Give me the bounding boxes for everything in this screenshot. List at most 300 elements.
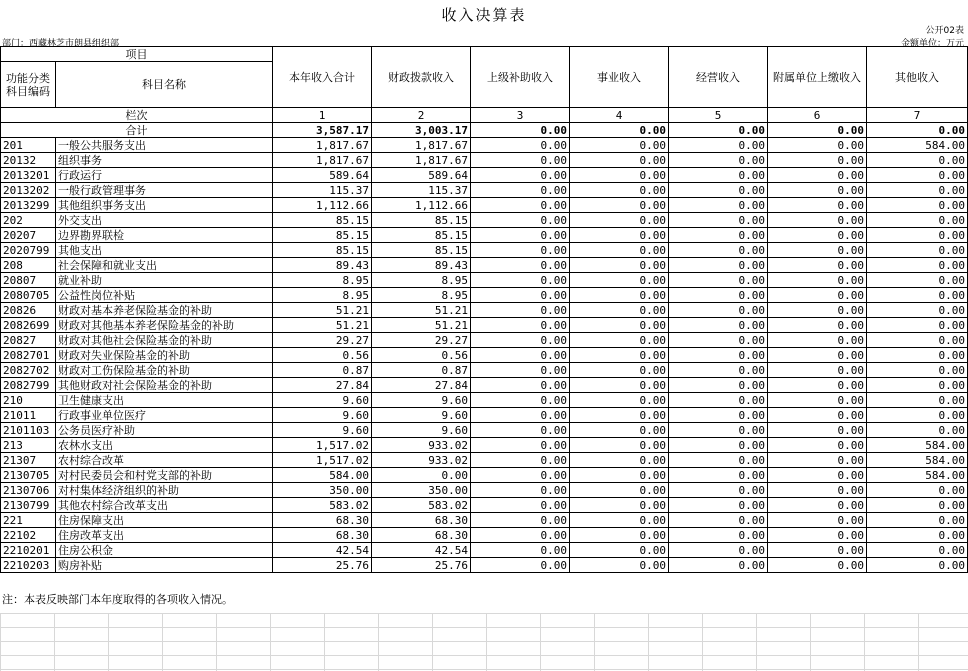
amount-cell: 115.37 (273, 183, 372, 198)
amount-cell: 0.00 (471, 303, 570, 318)
amount-cell: 0.00 (471, 168, 570, 183)
subject-name-cell: 其他支出 (56, 243, 273, 258)
table-row (1, 273, 968, 288)
column-index-label: 栏次 (1, 108, 273, 123)
amount-cell: 1,817.67 (273, 153, 372, 168)
amount-cell: 0.00 (570, 453, 669, 468)
amount-cell: 85.15 (372, 243, 471, 258)
income-table (0, 46, 968, 573)
department-label: 部门：西藏林芝市朗县组织部 (2, 39, 120, 49)
amount-cell: 0.00 (570, 543, 669, 558)
col-header: 经营收入 (669, 47, 768, 108)
amount-cell: 0.00 (471, 243, 570, 258)
amount-cell: 0.00 (669, 348, 768, 363)
amount-cell: 0.00 (867, 213, 968, 228)
amount-cell: 85.15 (273, 228, 372, 243)
amount-cell: 0.00 (570, 168, 669, 183)
subject-name-cell: 农林水支出 (56, 438, 273, 453)
amount-cell: 0.00 (669, 228, 768, 243)
table-row (1, 213, 968, 228)
func-code-cell: 2130705 (1, 468, 56, 483)
func-code-cell: 210 (1, 393, 56, 408)
amount-cell: 0.00 (768, 153, 867, 168)
amount-cell: 0.00 (570, 138, 669, 153)
amount-cell: 0.00 (768, 408, 867, 423)
table-row (1, 318, 968, 333)
amount-cell: 0.00 (867, 408, 968, 423)
subject-name-cell: 住房公积金 (56, 543, 273, 558)
amount-cell: 27.84 (372, 378, 471, 393)
func-code-cell: 2082699 (1, 318, 56, 333)
amount-cell: 0.00 (768, 378, 867, 393)
amount-cell: 0.00 (669, 453, 768, 468)
amount-cell: 0.87 (372, 363, 471, 378)
amount-cell: 0.00 (471, 273, 570, 288)
amount-cell: 584.00 (867, 453, 968, 468)
col-header: 上级补助收入 (471, 47, 570, 108)
amount-cell: 0.00 (471, 453, 570, 468)
table-row (1, 438, 968, 453)
amount-cell: 583.02 (273, 498, 372, 513)
amount-cell: 0.00 (570, 363, 669, 378)
amount-cell: 0.00 (669, 438, 768, 453)
amount-cell: 0.00 (669, 528, 768, 543)
amount-cell: 0.00 (768, 528, 867, 543)
amount-cell: 0.00 (570, 198, 669, 213)
func-code-cell: 20132 (1, 153, 56, 168)
amount-cell: 0.00 (570, 288, 669, 303)
amount-cell: 0.00 (471, 393, 570, 408)
amount-cell: 0.00 (471, 513, 570, 528)
amount-cell: 0.00 (570, 183, 669, 198)
func-code-cell: 208 (1, 258, 56, 273)
table-row (1, 138, 968, 153)
subject-name-cell: 财政对其他社会保险基金的补助 (56, 333, 273, 348)
column-index: 6 (768, 108, 867, 123)
amount-cell: 0.00 (768, 468, 867, 483)
table-row (1, 333, 968, 348)
amount-cell: 0.00 (669, 183, 768, 198)
amount-cell: 1,817.67 (273, 138, 372, 153)
amount-cell: 0.00 (570, 528, 669, 543)
amount-cell: 0.00 (867, 198, 968, 213)
amount-cell: 350.00 (273, 483, 372, 498)
amount-cell: 8.95 (273, 273, 372, 288)
func-code-cell: 20207 (1, 228, 56, 243)
subject-name-cell: 社会保障和就业支出 (56, 258, 273, 273)
amount-cell: 0.00 (471, 183, 570, 198)
amount-cell: 1,517.02 (273, 438, 372, 453)
subject-name-cell: 住房改革支出 (56, 528, 273, 543)
func-code-cell: 2082701 (1, 348, 56, 363)
amount-cell: 0.00 (669, 243, 768, 258)
amount-cell: 0.00 (669, 498, 768, 513)
amount-cell: 0.00 (768, 168, 867, 183)
amount-cell: 27.84 (273, 378, 372, 393)
column-index: 7 (867, 108, 968, 123)
amount-cell: 0.00 (471, 318, 570, 333)
amount-cell: 0.00 (768, 333, 867, 348)
amount-cell: 0.00 (768, 138, 867, 153)
amount-cell: 0.00 (669, 303, 768, 318)
subject-name-cell: 其他财政对社会保险基金的补助 (56, 378, 273, 393)
func-code-cell: 201 (1, 138, 56, 153)
amount-cell: 68.30 (372, 528, 471, 543)
table-note: 注：本表反映部门本年度取得的各项收入情况。 (2, 593, 233, 606)
amount-cell: 0.00 (669, 213, 768, 228)
amount-cell: 0.00 (471, 558, 570, 573)
amount-cell: 0.00 (570, 498, 669, 513)
amount-cell: 42.54 (372, 543, 471, 558)
table-row (1, 258, 968, 273)
amount-cell: 68.30 (273, 513, 372, 528)
func-code-cell: 2082702 (1, 363, 56, 378)
amount-cell: 0.00 (768, 303, 867, 318)
amount-cell: 85.15 (372, 213, 471, 228)
func-code-cell: 21011 (1, 408, 56, 423)
amount-cell: 0.00 (768, 438, 867, 453)
amount-cell: 0.00 (669, 333, 768, 348)
column-index: 2 (372, 108, 471, 123)
func-code-cell: 22102 (1, 528, 56, 543)
amount-cell: 0.00 (471, 333, 570, 348)
amount-cell: 0.00 (471, 468, 570, 483)
subject-name-cell: 财政对其他基本养老保险基金的补助 (56, 318, 273, 333)
amount-cell: 0.00 (471, 378, 570, 393)
amount-cell: 0.00 (768, 483, 867, 498)
amount-cell: 9.60 (372, 423, 471, 438)
amount-cell: 9.60 (273, 423, 372, 438)
amount-cell: 0.00 (867, 318, 968, 333)
amount-cell: 0.00 (570, 243, 669, 258)
func-code-cell: 213 (1, 438, 56, 453)
amount-cell: 0.00 (768, 273, 867, 288)
table-row (1, 243, 968, 258)
amount-cell: 85.15 (273, 213, 372, 228)
func-code-cell: 221 (1, 513, 56, 528)
amount-cell: 0.00 (867, 498, 968, 513)
amount-cell: 0.00 (867, 228, 968, 243)
subject-name-cell: 一般行政管理事务 (56, 183, 273, 198)
table-row (1, 468, 968, 483)
amount-cell: 0.00 (570, 333, 669, 348)
amount-cell: 0.00 (768, 228, 867, 243)
table-row (1, 198, 968, 213)
amount-cell: 1,517.02 (273, 453, 372, 468)
amount-cell: 0.00 (669, 468, 768, 483)
amount-cell: 0.00 (867, 348, 968, 363)
amount-cell: 0.00 (570, 153, 669, 168)
amount-cell: 51.21 (372, 318, 471, 333)
amount-cell: 0.00 (867, 393, 968, 408)
amount-cell: 0.00 (669, 168, 768, 183)
amount-cell: 0.00 (372, 468, 471, 483)
table-row (1, 303, 968, 318)
amount-cell: 0.00 (669, 393, 768, 408)
func-code-header: 功能分类科目编码 (1, 62, 56, 108)
amount-cell: 0.00 (867, 333, 968, 348)
amount-cell: 350.00 (372, 483, 471, 498)
func-code-cell: 2013202 (1, 183, 56, 198)
amount-cell: 42.54 (273, 543, 372, 558)
total-value: 0.00 (669, 123, 768, 138)
table-row (1, 378, 968, 393)
table-row (1, 288, 968, 303)
col-header: 附属单位上缴收入 (768, 47, 867, 108)
amount-cell: 0.56 (273, 348, 372, 363)
amount-cell: 0.00 (669, 543, 768, 558)
amount-cell: 0.00 (669, 273, 768, 288)
amount-cell: 583.02 (372, 498, 471, 513)
table-row (1, 558, 968, 573)
subject-name-header: 科目名称 (56, 62, 273, 108)
amount-cell: 0.00 (867, 543, 968, 558)
amount-cell: 589.64 (372, 168, 471, 183)
subject-name-cell: 农村综合改革 (56, 453, 273, 468)
amount-cell: 933.02 (372, 438, 471, 453)
total-row (1, 123, 968, 138)
table-row (1, 483, 968, 498)
func-code-cell: 2080705 (1, 288, 56, 303)
amount-cell: 584.00 (273, 468, 372, 483)
amount-cell: 0.00 (669, 513, 768, 528)
amount-cell: 0.00 (768, 288, 867, 303)
column-index: 4 (570, 108, 669, 123)
project-header: 项目 (1, 47, 273, 62)
subject-name-cell: 购房补贴 (56, 558, 273, 573)
amount-cell: 85.15 (372, 228, 471, 243)
amount-cell: 0.00 (669, 363, 768, 378)
func-code-cell: 20807 (1, 273, 56, 288)
subject-name-cell: 住房保障支出 (56, 513, 273, 528)
amount-cell: 29.27 (372, 333, 471, 348)
form-code: 公开02表 (925, 26, 964, 36)
amount-cell: 0.00 (471, 153, 570, 168)
amount-cell: 0.00 (867, 288, 968, 303)
amount-cell: 0.00 (768, 213, 867, 228)
column-index: 5 (669, 108, 768, 123)
amount-cell: 0.00 (867, 528, 968, 543)
subject-name-cell: 其他组织事务支出 (56, 198, 273, 213)
amount-cell: 0.00 (867, 258, 968, 273)
amount-cell: 0.00 (570, 228, 669, 243)
amount-cell: 0.00 (471, 528, 570, 543)
amount-cell: 0.00 (669, 423, 768, 438)
amount-cell: 0.00 (768, 453, 867, 468)
amount-cell: 0.00 (867, 168, 968, 183)
amount-cell: 0.00 (570, 303, 669, 318)
amount-cell: 0.00 (669, 558, 768, 573)
amount-cell: 0.00 (768, 318, 867, 333)
amount-cell: 0.00 (471, 408, 570, 423)
total-value: 0.00 (471, 123, 570, 138)
amount-cell: 0.00 (570, 408, 669, 423)
amount-cell: 0.00 (867, 378, 968, 393)
amount-cell: 0.00 (570, 348, 669, 363)
subject-name-cell: 财政对工伤保险基金的补助 (56, 363, 273, 378)
amount-cell: 0.00 (471, 483, 570, 498)
amount-cell: 0.00 (867, 273, 968, 288)
amount-cell: 0.00 (669, 378, 768, 393)
amount-cell: 0.00 (768, 498, 867, 513)
amount-cell: 29.27 (273, 333, 372, 348)
amount-cell: 0.00 (471, 363, 570, 378)
amount-cell: 0.00 (669, 318, 768, 333)
amount-cell: 0.00 (570, 213, 669, 228)
amount-cell: 9.60 (273, 393, 372, 408)
amount-cell: 933.02 (372, 453, 471, 468)
amount-cell: 89.43 (372, 258, 471, 273)
table-row (1, 153, 968, 168)
amount-cell: 0.00 (471, 198, 570, 213)
amount-cell: 51.21 (273, 303, 372, 318)
total-value: 3,003.17 (372, 123, 471, 138)
amount-cell: 0.00 (867, 513, 968, 528)
col-header: 财政拨款收入 (372, 47, 471, 108)
amount-cell: 0.00 (471, 438, 570, 453)
subject-name-cell: 外交支出 (56, 213, 273, 228)
amount-cell: 0.00 (867, 303, 968, 318)
amount-cell: 0.00 (768, 558, 867, 573)
amount-cell: 0.00 (669, 408, 768, 423)
amount-cell: 8.95 (273, 288, 372, 303)
empty-sheet-grid (0, 613, 968, 671)
amount-cell: 0.00 (570, 273, 669, 288)
func-code-cell: 202 (1, 213, 56, 228)
func-code-cell: 20826 (1, 303, 56, 318)
amount-cell: 8.95 (372, 273, 471, 288)
amount-cell: 85.15 (273, 243, 372, 258)
amount-cell: 1,817.67 (372, 153, 471, 168)
subject-name-cell: 一般公共服务支出 (56, 138, 273, 153)
amount-cell: 0.00 (471, 228, 570, 243)
amount-cell: 0.00 (768, 423, 867, 438)
amount-cell: 8.95 (372, 288, 471, 303)
func-code-cell: 2020799 (1, 243, 56, 258)
table-row (1, 453, 968, 468)
subject-name-cell: 公益性岗位补贴 (56, 288, 273, 303)
amount-cell: 0.00 (768, 513, 867, 528)
report-title: 收入决算表 (441, 6, 527, 24)
func-code-cell: 2210201 (1, 543, 56, 558)
subject-name-cell: 财政对基本养老保险基金的补助 (56, 303, 273, 318)
subject-name-cell: 行政运行 (56, 168, 273, 183)
total-value: 3,587.17 (273, 123, 372, 138)
total-label: 合计 (1, 123, 273, 138)
amount-cell: 1,112.66 (273, 198, 372, 213)
amount-cell: 0.00 (471, 213, 570, 228)
col-header: 其他收入 (867, 47, 968, 108)
amount-cell: 0.00 (570, 393, 669, 408)
amount-cell: 68.30 (372, 513, 471, 528)
table-row (1, 348, 968, 363)
amount-cell: 68.30 (273, 528, 372, 543)
amount-cell: 0.00 (768, 243, 867, 258)
func-code-cell: 21307 (1, 453, 56, 468)
amount-cell: 9.60 (372, 408, 471, 423)
amount-cell: 0.00 (867, 558, 968, 573)
table-row (1, 408, 968, 423)
table-row (1, 543, 968, 558)
total-value: 0.00 (570, 123, 669, 138)
amount-cell: 0.00 (867, 423, 968, 438)
amount-cell: 1,817.67 (372, 138, 471, 153)
func-code-cell: 2013299 (1, 198, 56, 213)
amount-cell: 0.00 (768, 198, 867, 213)
amount-cell: 0.00 (570, 423, 669, 438)
subject-name-cell: 就业补助 (56, 273, 273, 288)
subject-name-cell: 组织事务 (56, 153, 273, 168)
col-header: 本年收入合计 (273, 47, 372, 108)
amount-cell: 115.37 (372, 183, 471, 198)
func-code-cell: 2130799 (1, 498, 56, 513)
amount-cell: 0.00 (471, 498, 570, 513)
table-row (1, 228, 968, 243)
amount-cell: 584.00 (867, 438, 968, 453)
amount-cell: 0.00 (570, 483, 669, 498)
amount-cell: 0.00 (570, 378, 669, 393)
func-code-cell: 20827 (1, 333, 56, 348)
amount-cell: 0.00 (669, 153, 768, 168)
amount-cell: 0.00 (768, 258, 867, 273)
column-index: 1 (273, 108, 372, 123)
amount-cell: 0.00 (669, 138, 768, 153)
amount-cell: 0.00 (570, 513, 669, 528)
amount-cell: 0.00 (669, 483, 768, 498)
amount-cell: 0.00 (768, 348, 867, 363)
amount-cell: 0.00 (669, 258, 768, 273)
total-value: 0.00 (867, 123, 968, 138)
subject-name-cell: 财政对失业保险基金的补助 (56, 348, 273, 363)
amount-cell: 0.00 (471, 288, 570, 303)
table-row (1, 183, 968, 198)
amount-cell: 0.00 (570, 318, 669, 333)
table-row (1, 393, 968, 408)
func-code-cell: 2082799 (1, 378, 56, 393)
amount-cell: 25.76 (372, 558, 471, 573)
subject-name-cell: 对村集体经济组织的补助 (56, 483, 273, 498)
subject-name-cell: 行政事业单位医疗 (56, 408, 273, 423)
amount-cell: 0.56 (372, 348, 471, 363)
amount-cell: 0.00 (768, 183, 867, 198)
func-code-cell: 2210203 (1, 558, 56, 573)
table-row (1, 363, 968, 378)
amount-cell: 589.64 (273, 168, 372, 183)
amount-cell: 51.21 (372, 303, 471, 318)
table-row (1, 528, 968, 543)
amount-cell: 0.00 (768, 393, 867, 408)
amount-cell: 0.00 (570, 558, 669, 573)
amount-cell: 0.00 (471, 348, 570, 363)
amount-cell: 0.00 (867, 183, 968, 198)
amount-cell: 0.00 (867, 153, 968, 168)
amount-cell: 25.76 (273, 558, 372, 573)
func-code-cell: 2013201 (1, 168, 56, 183)
table-row (1, 168, 968, 183)
amount-cell: 9.60 (273, 408, 372, 423)
amount-cell: 0.00 (471, 258, 570, 273)
column-index: 3 (471, 108, 570, 123)
amount-cell: 0.00 (570, 438, 669, 453)
subject-name-cell: 对村民委员会和村党支部的补助 (56, 468, 273, 483)
col-header: 事业收入 (570, 47, 669, 108)
table-row (1, 423, 968, 438)
amount-cell: 584.00 (867, 138, 968, 153)
amount-cell: 0.00 (471, 138, 570, 153)
subject-name-cell: 卫生健康支出 (56, 393, 273, 408)
subject-name-cell: 其他农村综合改革支出 (56, 498, 273, 513)
amount-cell: 584.00 (867, 468, 968, 483)
